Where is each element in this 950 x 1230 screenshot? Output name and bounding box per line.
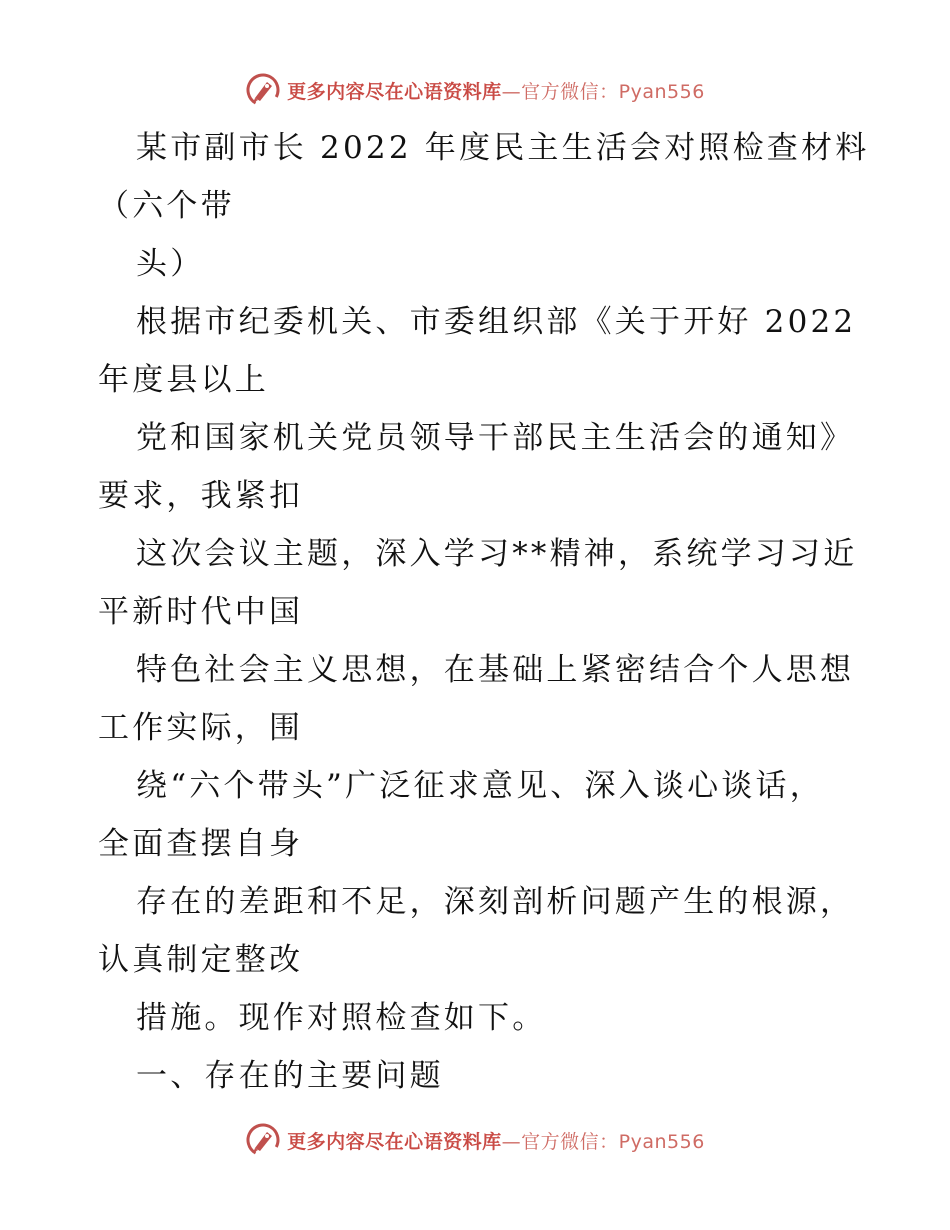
pen-nib-logo-icon: [245, 72, 281, 108]
paragraph-line: 要求，我紧扣: [98, 478, 304, 514]
paragraph-line: 全面查摆自身: [98, 826, 304, 862]
document-title-cont: （六个带: [98, 188, 235, 224]
paragraph-line: 存在的差距和不足，深刻剖析问题产生的根源，: [136, 884, 855, 920]
document-body: [98, 124, 870, 1110]
paragraph-line: 特色社会主义思想，在基础上紧密结合个人思想: [136, 652, 855, 688]
document-title: 某市副市长 2022 年度民主生活会对照检查材料: [136, 130, 870, 166]
section-heading: 一、存在的主要问题: [136, 1058, 444, 1094]
paragraph-line: 党和国家机关党员领导干部民主生活会的通知》: [136, 420, 855, 456]
banner-text: [287, 77, 705, 104]
banner-contact: —官方微信：Pyan556: [501, 80, 705, 103]
document-title-end: 头）: [136, 246, 205, 282]
paragraph-line: 工作实际，围: [98, 710, 304, 746]
paragraph-line: 根据市纪委机关、市委组织部《关于开好 2022: [136, 304, 857, 340]
header-banner: [0, 70, 950, 110]
banner-contact: —官方微信：Pyan556: [501, 1130, 705, 1153]
paragraph-line: 年度县以上: [98, 362, 269, 398]
paragraph-line: 平新时代中国: [98, 594, 304, 630]
banner-text: [287, 1127, 705, 1154]
paragraph-line: 绕“六个带头”广泛征求意见、深入谈心谈话，: [136, 768, 824, 804]
paragraph-line: 这次会议主题，深入学习**精神，系统学习习近: [136, 536, 858, 572]
footer-banner: [0, 1120, 950, 1160]
paragraph-line: 认真制定整改: [98, 942, 304, 978]
pen-nib-logo-icon: [245, 1122, 281, 1158]
banner-lead: 更多内容尽在心语资料库: [287, 80, 502, 103]
banner-lead: 更多内容尽在心语资料库: [287, 1130, 502, 1153]
paragraph-line: 措施。现作对照检查如下。: [136, 1000, 547, 1036]
